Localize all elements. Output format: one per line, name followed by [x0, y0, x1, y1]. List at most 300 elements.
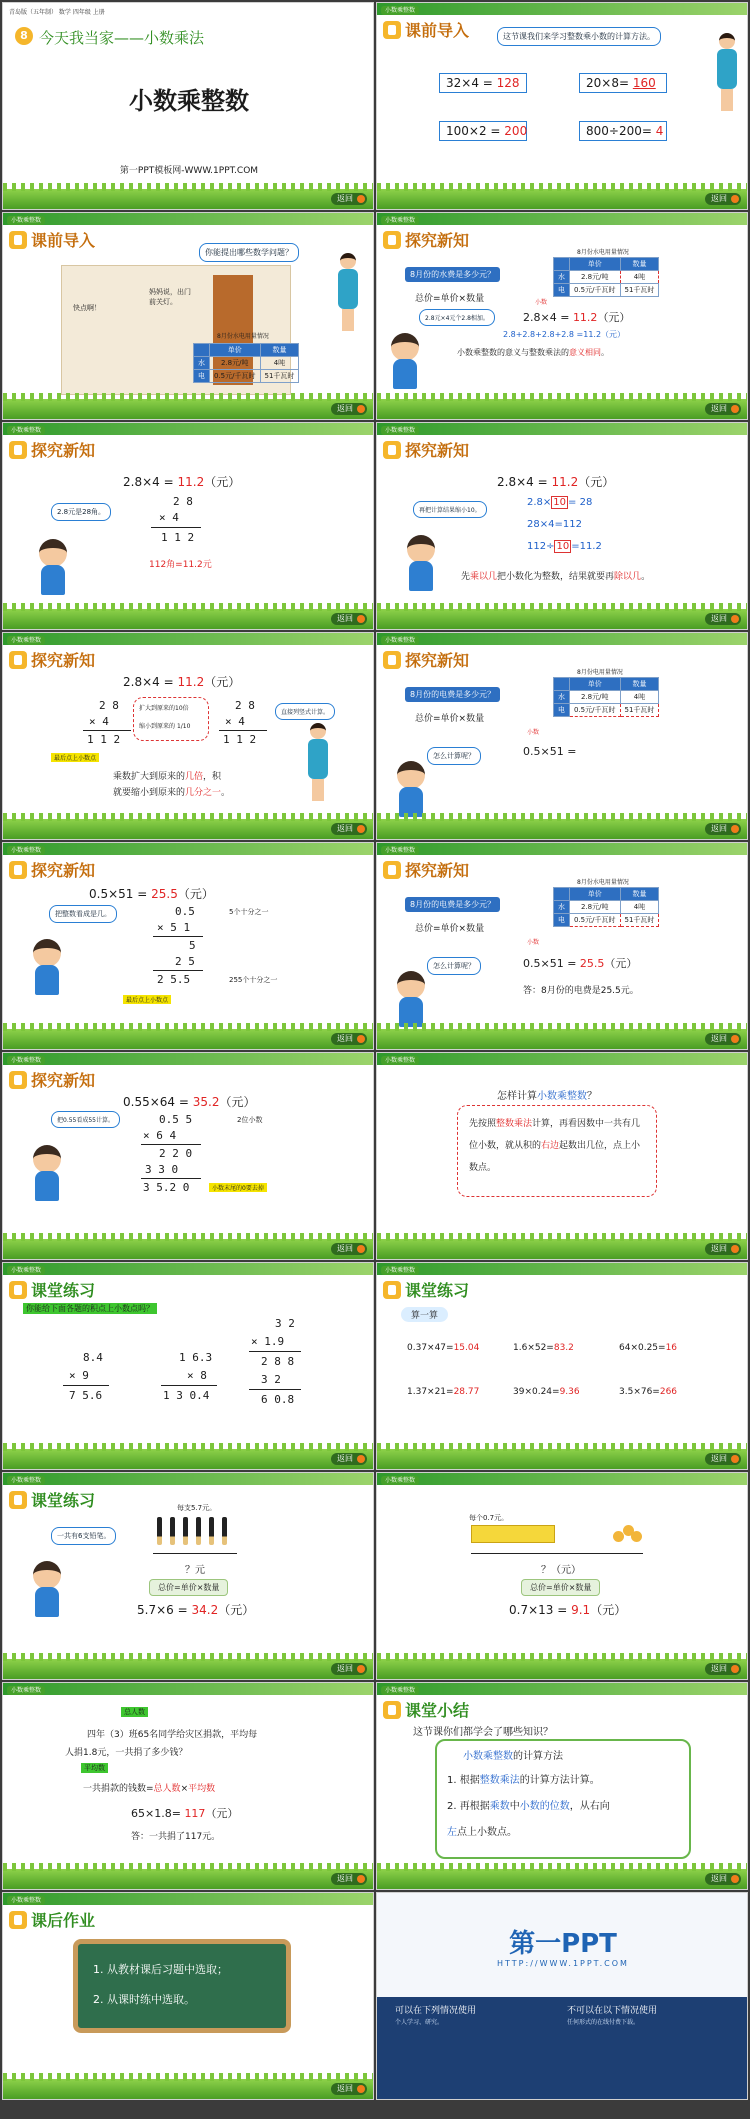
note-1: 5个十分之一 — [229, 908, 269, 916]
rule — [249, 1389, 301, 1390]
question-box: 8月份的水费是多少元？ — [405, 267, 500, 282]
lesson-tag: 小数乘整数 — [381, 216, 419, 225]
total-people-label: 总人数 — [121, 1707, 148, 1717]
vertical-row: × 4 — [225, 715, 245, 728]
slide-summary — [376, 1682, 748, 1890]
decimal-mark: 小数 — [527, 729, 540, 736]
vertical-row: 2 8 — [99, 699, 119, 712]
vertical-row: 2 8 — [235, 699, 255, 712]
back-button[interactable]: 返回 — [331, 1873, 367, 1885]
problem: 64×0.25=16 — [619, 1343, 678, 1353]
logo-url: HTTP://WWW.1PPT.COM — [497, 1959, 629, 1968]
table-title: 8月份电用量情况 — [577, 669, 623, 676]
back-button[interactable]: 返回 — [331, 1033, 367, 1045]
grass-footer — [377, 819, 747, 839]
problem: 1.6×52=83.2 — [513, 1343, 574, 1353]
vertical-row: 2 5 — [175, 955, 195, 968]
equation: 0.5×51 = 25.5（元） — [523, 957, 638, 970]
unit-number: 8 — [15, 27, 33, 45]
teacher-figure — [712, 33, 742, 113]
back-button[interactable]: 返回 — [705, 1663, 741, 1675]
unknown: ？（元） — [541, 1565, 581, 1576]
vertical-row: 3 3 0 — [145, 1163, 179, 1176]
slide-explore-water — [376, 212, 748, 420]
decimal-mark: 小数 — [535, 299, 548, 306]
top-bar — [377, 1473, 747, 1485]
slide-homework — [2, 1892, 374, 2100]
formula: 总价=单价×数量 — [415, 714, 485, 724]
grass-footer — [3, 2079, 373, 2099]
back-button[interactable]: 返回 — [331, 613, 367, 625]
equation: 2.8×4 = 11.2（元） — [497, 475, 615, 489]
equation: 65×1.8= 117（元） — [131, 1807, 239, 1820]
section-heading — [9, 1278, 95, 1301]
problem: 1.37×21=28.77 — [407, 1387, 480, 1397]
heading-label: 课堂小结 — [405, 1701, 470, 1720]
review-item: 32×4 = 128 — [439, 73, 527, 93]
step-2: 28×4=112 — [527, 519, 582, 530]
vertical-row: 8.4 — [83, 1351, 103, 1364]
heading-label: 探究新知 — [405, 861, 470, 880]
summary-icon — [383, 1701, 401, 1719]
heading-label: 课前导入 — [31, 231, 96, 250]
grass-footer — [377, 189, 747, 209]
problem-line-1: 四年（3）班65名同学给灾区捐款，平均每 — [87, 1730, 258, 1740]
method-text: 先按照整数乘法计算，再看因数中一共有几位小数，就从积的右边起数出几位，点上小数点。 — [469, 1119, 641, 1173]
rule — [219, 730, 267, 731]
grass-footer — [377, 399, 747, 419]
question-box: 8月份的电费是多少元？ — [405, 897, 500, 912]
lesson-tag: 小数乘整数 — [7, 216, 45, 225]
homework-icon — [9, 1911, 27, 1929]
speech-bubble: 怎么计算呢？ — [427, 957, 481, 975]
book-icon — [9, 231, 27, 249]
average-label: 平均数 — [81, 1763, 108, 1773]
grass-footer — [377, 1239, 747, 1259]
rule — [249, 1351, 301, 1352]
section-heading — [9, 1488, 95, 1511]
grass-footer — [377, 1659, 747, 1679]
top-bar — [377, 1683, 747, 1695]
vertical-row: × 4 — [89, 715, 109, 728]
zero-label: 小数末尾的0要去掉 — [209, 1183, 267, 1192]
homework-1: 1. 从教材课后习题中选取； — [93, 1963, 228, 1976]
can-use: 可以在下列情况使用 — [395, 2006, 477, 2016]
grass-footer — [377, 609, 747, 629]
boy-figure — [27, 1561, 67, 1619]
boy-figure — [27, 1145, 67, 1203]
usage-table: 单价 数量 水 2.8元/吨 4吨 电 0.5元/千瓦时 51千瓦时 — [193, 343, 299, 383]
equation: 0.5×51 = 25.5（元） — [89, 887, 214, 901]
pencil-icon — [9, 1281, 27, 1299]
rule — [151, 527, 201, 528]
grass-footer — [3, 189, 373, 209]
addition: 2.8+2.8+2.8+2.8 =11.2（元） — [503, 330, 626, 339]
vertical-row: 1 6.3 — [179, 1351, 213, 1364]
instruction: 你能给下面各题的积点上小数点吗？ — [23, 1303, 157, 1314]
vertical-row: 2 8 — [173, 495, 193, 508]
heading-label: 课堂练习 — [405, 1281, 470, 1300]
bracket — [153, 1553, 237, 1554]
lesson-tag: 小数乘整数 — [381, 426, 419, 435]
vertical-row: × 1.9 — [251, 1335, 285, 1348]
grass-footer — [3, 819, 373, 839]
speech-bubble: 再把计算结果缩小10。 — [413, 501, 487, 518]
formula: 总价=单价×数量 — [415, 294, 485, 304]
heading-label: 探究新知 — [31, 1071, 96, 1090]
section-heading — [383, 648, 469, 671]
section-heading — [383, 438, 469, 461]
logo: 第一PPT — [509, 1929, 617, 1959]
answer: 答：8月份的电费是25.5元。 — [523, 986, 639, 996]
book-icon — [9, 1071, 27, 1089]
lesson-tag: 小数乘整数 — [381, 1266, 419, 1275]
summary-title: 小数乘整数的计算方法 — [463, 1751, 563, 1762]
lesson-tag: 小数乘整数 — [7, 426, 45, 435]
heading-label: 课堂练习 — [31, 1281, 96, 1300]
lesson-tag: 小数乘整数 — [381, 636, 419, 645]
top-bar — [377, 213, 747, 225]
vertical-row: 1 3 0.4 — [163, 1389, 210, 1402]
problem: 0.37×47=15.04 — [407, 1343, 480, 1353]
top-bar — [3, 633, 373, 645]
question: 这节课你们都学会了哪些知识？ — [413, 1727, 553, 1738]
back-button[interactable]: 返回 — [705, 193, 741, 205]
back-button[interactable]: 返回 — [331, 1663, 367, 1675]
grass-footer — [3, 1449, 373, 1469]
pencil-icon — [209, 1517, 214, 1545]
unit-title: 今天我当家——小数乘法 — [39, 29, 205, 47]
book-icon — [383, 861, 401, 879]
vertical-row: 0.5 5 — [159, 1113, 193, 1126]
section-heading — [383, 858, 469, 881]
slide-practice-pencils — [2, 1472, 374, 1680]
slide-credits — [376, 1892, 748, 2100]
back-button[interactable]: 返回 — [331, 2083, 367, 2095]
heading-label: 课前导入 — [405, 21, 470, 40]
top-bar — [3, 213, 373, 225]
back-button[interactable]: 返回 — [705, 403, 741, 415]
question-box: 8月份的电费是多少元？ — [405, 687, 500, 702]
slide-practice-balls — [376, 1472, 748, 1680]
teacher-figure — [303, 723, 333, 803]
speech-bubble: 直接列竖式计算。 — [275, 703, 335, 720]
teacher-figure — [333, 253, 363, 333]
usage-table: 单价 数量 水 2.8元/吨 4吨 电 0.5元/千瓦时 51千瓦时 — [553, 887, 659, 927]
speech-bubble: 2.8元是28角。 — [51, 503, 111, 521]
slide-practice-calc — [376, 1262, 748, 1470]
lesson-tag: 小数乘整数 — [381, 1476, 419, 1485]
cannot-use: 不可以在以下情况使用 — [567, 2006, 658, 2016]
rule — [153, 970, 203, 971]
back-button[interactable]: 返回 — [705, 1033, 741, 1045]
problem-line-2: 人捐1.8元，一共捐了多少钱？ — [65, 1748, 188, 1758]
boy-figure — [27, 939, 67, 997]
conclusion-2: 就要缩小到原来的几分之一。 — [113, 788, 231, 798]
heading-label: 探究新知 — [405, 231, 470, 250]
note-2: 缩小到原来的 1/10 — [139, 723, 191, 730]
problem: 39×0.24=9.36 — [513, 1387, 580, 1397]
note-2: 255个十分之一 — [229, 976, 278, 984]
rule — [63, 1385, 109, 1386]
speech-bubble: 你能提出哪些数学问题？ — [199, 243, 299, 262]
vertical-row: 1 1 2 — [87, 733, 121, 746]
vertical-row: 2 2 0 — [159, 1147, 193, 1160]
back-button[interactable]: 返回 — [705, 823, 741, 835]
grass-footer — [377, 1869, 747, 1889]
speech-1: 快点啊！ — [73, 304, 101, 312]
decimal-mark: 小数 — [527, 939, 540, 946]
section-heading — [383, 1278, 469, 1301]
top-bar — [3, 1263, 373, 1275]
top-bar — [377, 1263, 747, 1275]
section-heading — [9, 1908, 95, 1931]
cannot-use-sub: 任何形式的在线付费下载。 — [567, 2019, 640, 2026]
section-heading — [9, 648, 95, 671]
loose-balls — [613, 1525, 643, 1543]
lesson-tag: 小数乘整数 — [7, 1896, 45, 1905]
equation: 2.8×4 = 11.2（元） — [123, 675, 241, 689]
equation: 0.7×13 = 9.1（元） — [509, 1603, 627, 1617]
heading-label: 探究新知 — [31, 651, 96, 670]
price-label: 每个0.7元。 — [469, 1514, 509, 1522]
grass-footer — [3, 609, 373, 629]
subtitle: 第一PPT模板网-WWW.1PPT.COM — [119, 166, 259, 176]
vertical-row: × 8 — [187, 1369, 207, 1382]
top-bar — [377, 3, 747, 15]
step-3: 112÷ 10 =11.2 — [527, 541, 602, 552]
pencil-icon — [383, 1281, 401, 1299]
vertical-row: 6 0.8 — [261, 1393, 295, 1406]
lesson-tag: 小数乘整数 — [7, 846, 45, 855]
section-heading — [9, 1068, 95, 1091]
heading-label: 探究新知 — [31, 441, 96, 460]
section-heading — [9, 858, 95, 881]
slide-intro-scene — [2, 212, 374, 420]
homework-2: 2. 从课时练中选取。 — [93, 1993, 195, 2006]
decimal-point-label: 最后点上小数点 — [51, 753, 99, 762]
speech-bubble: 一共有6支铅笔。 — [51, 1527, 116, 1545]
book-icon — [383, 21, 401, 39]
slide-practice-donation — [2, 1682, 374, 1890]
section-heading — [383, 18, 469, 41]
back-button[interactable]: 返回 — [331, 1453, 367, 1465]
boy-figure — [401, 535, 441, 593]
equation: 2.8×4 = 11.2（元） — [523, 311, 631, 324]
rule — [161, 1385, 217, 1386]
answer: 答：一共捐了117元。 — [131, 1832, 221, 1842]
top-bar — [377, 633, 747, 645]
conclusion: 小数乘整数的意义与整数乘法的意义相同。 — [457, 348, 609, 357]
vertical-row: 5 — [189, 939, 196, 952]
problem: 3.5×76=266 — [619, 1387, 678, 1397]
section-heading — [9, 438, 95, 461]
book-icon — [9, 441, 27, 459]
heading-label: 课堂练习 — [31, 1491, 96, 1510]
pencil-icon — [9, 1491, 27, 1509]
lesson-tag: 小数乘整数 — [7, 1476, 45, 1485]
grass-footer — [377, 1449, 747, 1469]
slide-explore-scale — [376, 422, 748, 630]
lesson-tag: 小数乘整数 — [7, 636, 45, 645]
bracket — [471, 1553, 643, 1554]
formula: 总价=单价×数量 — [521, 1579, 600, 1596]
rule — [83, 730, 131, 731]
review-item: 100×2 = 200 — [439, 121, 527, 141]
pencil-icon — [196, 1517, 201, 1545]
book-icon — [9, 861, 27, 879]
step-1: 2.8× 10 = 28 — [527, 497, 593, 508]
speech-bubble: 把0.55看成55计算。 — [51, 1111, 120, 1128]
speech-2: 妈妈说，出门前关灯。 — [149, 288, 191, 306]
table-title: 8月份水电用量情况 — [217, 333, 269, 340]
slide-explore-vertical — [2, 632, 374, 840]
rule — [153, 936, 203, 937]
boy-figure — [33, 539, 73, 597]
heading-label: 探究新知 — [405, 651, 470, 670]
slide-explore-drop-zero — [2, 1052, 374, 1260]
result: 112角=11.2元 — [149, 560, 212, 570]
slide-title — [2, 2, 374, 210]
formula: 总价=单价×数量 — [415, 924, 485, 934]
grass-footer — [3, 399, 373, 419]
section-heading — [383, 228, 469, 251]
summary-step-2b: 左点上小数点。 — [447, 1827, 517, 1838]
lesson-tag: 小数乘整数 — [381, 6, 419, 15]
rule — [141, 1178, 201, 1179]
boy-figure — [391, 971, 431, 1029]
note-1: 扩大到原来的10倍 — [139, 705, 189, 712]
lesson-tag: 小数乘整数 — [7, 1056, 45, 1065]
book-icon — [383, 651, 401, 669]
back-button[interactable]: 返回 — [331, 823, 367, 835]
equation: 2.8×4 = 11.2（元） — [123, 475, 241, 489]
book-icon — [383, 441, 401, 459]
vertical-row: 2 8 8 — [261, 1355, 295, 1368]
slide-explore-electric — [376, 632, 748, 840]
vertical-row: × 9 — [69, 1369, 89, 1382]
pencils — [153, 1517, 243, 1545]
rule — [141, 1144, 201, 1145]
grass-footer — [3, 1659, 373, 1679]
boy-figure — [391, 761, 431, 819]
section-heading — [383, 1698, 469, 1721]
grass-footer — [3, 1029, 373, 1049]
slide-intro-review — [376, 2, 748, 210]
boy-figure — [385, 333, 425, 391]
grass-footer — [377, 1029, 747, 1049]
vertical-row: 3 5.2 0 — [143, 1181, 190, 1194]
lesson-tag: 小数乘整数 — [381, 1056, 419, 1065]
review-item: 20×8= 160 — [579, 73, 667, 93]
top-bar — [3, 1473, 373, 1485]
equation: 0.5×51 = — [523, 745, 577, 758]
blackboard — [73, 1939, 291, 2033]
heading-label: 探究新知 — [405, 441, 470, 460]
table-title: 8月份水电用量情况 — [577, 879, 629, 886]
back-button[interactable]: 返回 — [331, 1243, 367, 1255]
slide-explore-tenths — [2, 842, 374, 1050]
table-title: 8月份水电用量情况 — [577, 249, 629, 256]
usage-table: 单价 数量 水 2.8元/吨 4吨 电 0.5元/千瓦时 51千瓦时 — [553, 677, 659, 717]
heading-label: 课后作业 — [31, 1911, 96, 1930]
slide-explore-electric-answer — [376, 842, 748, 1050]
top-bar — [3, 1683, 373, 1695]
pencil-icon — [157, 1517, 162, 1545]
back-button[interactable]: 返回 — [705, 1243, 741, 1255]
back-button[interactable]: 返回 — [705, 1873, 741, 1885]
lesson-tag: 小数乘整数 — [381, 846, 419, 855]
ball-box — [471, 1525, 555, 1543]
conclusion: 先乘以几把小数化为整数，结果就要再除以几。 — [461, 572, 651, 582]
review-item: 800÷200= 4 — [579, 121, 667, 141]
slide-main-title: 小数乘整数 — [129, 87, 249, 115]
price-label: 每支5.7元。 — [177, 1504, 217, 1512]
lesson-tag: 小数乘整数 — [7, 1686, 45, 1695]
slide-method — [376, 1052, 748, 1260]
header-text: 青岛版（五年制） 数学 四年级 上册 — [9, 9, 105, 16]
section-heading — [9, 228, 95, 251]
top-bar — [3, 1053, 373, 1065]
top-bar — [3, 423, 373, 435]
speech-bubble: 怎么计算呢？ — [427, 747, 481, 765]
speech-bubble: 把整数看成是几。 — [49, 905, 117, 923]
vertical-row: 0.5 — [175, 905, 195, 918]
top-bar — [377, 1053, 747, 1065]
summary-step-1: 1. 根据整数乘法的计算方法计算。 — [447, 1775, 600, 1786]
equation: 5.7×6 = 34.2（元） — [137, 1603, 255, 1617]
speech-bubble: 这节课我们来学习整数乘小数的计算方法。 — [497, 27, 661, 46]
note-1: 2位小数 — [237, 1116, 263, 1124]
vertical-row: × 6 4 — [143, 1129, 177, 1142]
vertical-row: 2 5.5 — [157, 973, 191, 986]
top-bar — [377, 843, 747, 855]
top-bar — [377, 423, 747, 435]
pencil-icon — [222, 1517, 227, 1545]
formula: 一共捐款的钱数=总人数×平均数 — [83, 1784, 216, 1794]
vertical-row: 3 2 — [275, 1317, 295, 1330]
calc-label: 算一算 — [401, 1307, 448, 1322]
back-button[interactable]: 返回 — [705, 1453, 741, 1465]
slide-explore-angle — [2, 422, 374, 630]
grass-footer — [3, 1239, 373, 1259]
decimal-point-label: 最后点上小数点 — [123, 995, 171, 1004]
book-icon — [383, 231, 401, 249]
back-button[interactable]: 返回 — [705, 613, 741, 625]
vertical-row: 1 1 2 — [161, 531, 195, 544]
lesson-tag: 小数乘整数 — [381, 1686, 419, 1695]
pencil-icon — [170, 1517, 175, 1545]
pencil-icon — [183, 1517, 188, 1545]
slide-practice-points — [2, 1262, 374, 1470]
summary-step-2: 2. 再根据乘数中小数的位数，从右向 — [447, 1801, 610, 1812]
top-bar — [3, 843, 373, 855]
top-bar — [3, 1893, 373, 1905]
back-button[interactable]: 返回 — [331, 193, 367, 205]
heading-label: 探究新知 — [31, 861, 96, 880]
speech-bubble: 2.8元×4元个2.8相加。 — [419, 309, 495, 326]
vertical-row: 1 1 2 — [223, 733, 257, 746]
lesson-tag: 小数乘整数 — [7, 1266, 45, 1275]
back-button[interactable]: 返回 — [331, 403, 367, 415]
unknown: ？元 — [185, 1565, 205, 1576]
vertical-row: 7 5.6 — [69, 1389, 103, 1402]
conclusion-1: 乘数扩大到原来的几倍，积 — [113, 772, 222, 782]
question: 怎样计算小数乘整数？ — [497, 1091, 597, 1102]
grass-footer — [3, 1869, 373, 1889]
vertical-row: 3 2 — [261, 1373, 281, 1386]
equation: 0.55×64 = 35.2（元） — [123, 1095, 256, 1109]
